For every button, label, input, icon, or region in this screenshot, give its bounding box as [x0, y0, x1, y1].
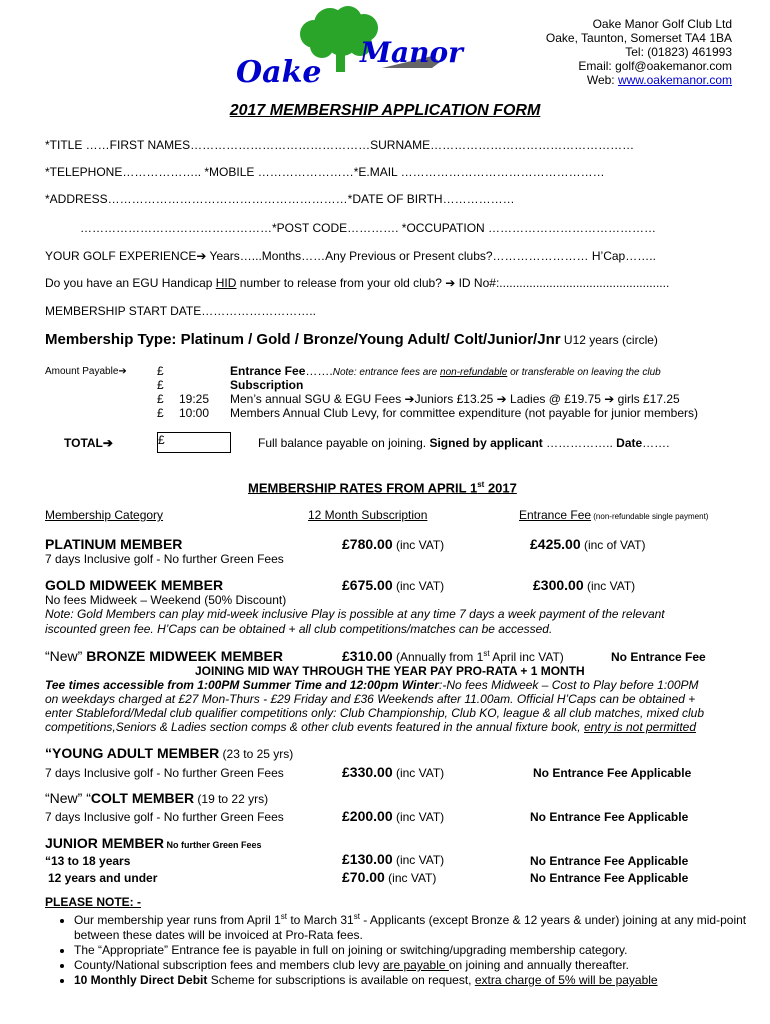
col-subscription: 12 Month Subscription	[308, 508, 428, 522]
bronze-line-3: enter Stableford/Medal club qualifier competitions only: Club Championship, Club KO, league & all club matches, mixed club	[45, 706, 705, 720]
colt-fee: No Entrance Fee Applicable	[530, 810, 689, 824]
contact-fields[interactable]: *TELEPHONE……………….. *MOBILE ……………………*E.MAIL ……………………………………………	[45, 165, 605, 179]
total-label: TOTAL➔	[64, 436, 113, 450]
junior-13-18-price: £130.00 (inc VAT)	[342, 851, 445, 867]
platinum-price: £780.00 (inc VAT)	[342, 536, 445, 552]
website-link[interactable]: www.oakemanor.com	[617, 73, 732, 87]
junior-13-18-label: “13 to 18 years	[45, 854, 131, 868]
note-item: • Our membership year runs from April 1st to March 31st - Applicants (except Bronze & 12 years & under) joining at any mid-point between these dates will be invoiced at Pro-Rata fees.	[74, 909, 770, 943]
note-item: • The “Appropriate” Entrance fee is payable in full on joining or switching/upgrading membership category.	[74, 943, 770, 958]
handicap-id-field[interactable]: Do you have an EGU Handicap HID number to release from your old club? ➔ ID No#:...................................................	[45, 276, 670, 290]
pay-row-4-cur: £	[157, 406, 164, 420]
club-email: Email: golf@oakemanor.com	[578, 59, 732, 73]
pay-row-4-amt: 10:00	[179, 406, 210, 420]
junior-12-under-fee: No Entrance Fee Applicable	[530, 871, 689, 885]
tree-logo-icon	[232, 6, 472, 96]
bronze-line-1: Tee times accessible from 1:00PM Summer Time and 12:00pm Winter:-No fees Midweek – Cost to Play before 1:00PM	[45, 678, 699, 692]
young-adult-desc: 7 days Inclusive golf - No further Green Fees	[45, 766, 284, 780]
note-item: • 10 Monthly Direct Debit Scheme for subscriptions is available on request, extra charge of 5% will be payable	[74, 973, 770, 988]
name-fields[interactable]: *TITLE ……FIRST NAMES………………………………………SURNAME……………………………………………	[45, 138, 635, 152]
pay-row-2-cur: £	[157, 378, 164, 392]
colt-title: “New” “COLT MEMBER (19 to 22 yrs)	[45, 790, 269, 806]
young-adult-fee: No Entrance Fee Applicable	[533, 766, 692, 780]
gold-note-1: Note: Gold Members can play mid-week inclusive Play is possible at any time 7 days a week payment of the relevant	[45, 607, 665, 621]
platinum-fee: £425.00 (inc of VAT)	[530, 536, 646, 552]
gold-note-2: iscounted green fee. H’Caps can be obtained + all club competitions/matches can be accessed.	[45, 622, 553, 636]
platinum-title: PLATINUM MEMBER	[45, 536, 183, 552]
postcode-occupation-fields[interactable]: …………………………………………*POST CODE…………. *OCCUPATION ……………………………………	[80, 221, 657, 235]
pay-row-3-cur: £	[157, 392, 164, 406]
svg-text:Manor: Manor	[360, 36, 463, 69]
colt-desc: 7 days Inclusive golf - No further Green Fees	[45, 810, 284, 824]
membership-type[interactable]: Membership Type: Platinum / Gold / Bronze/Young Adult/ Colt/Junior/Jnr U12 years (circle)	[45, 331, 658, 348]
young-adult-price: £330.00 (inc VAT)	[342, 764, 445, 780]
young-adult-title: “YOUNG ADULT MEMBER (23 to 25 yrs)	[45, 745, 294, 761]
subscription-row: Subscription	[230, 378, 304, 392]
golf-experience-fields[interactable]: YOUR GOLF EXPERIENCE➔ Years…...Months……Any Previous or Present clubs?…………………… H’Cap……..	[45, 249, 656, 263]
club-levy-row: Members Annual Club Levy, for committee expenditure (not payable for junior members)	[230, 406, 698, 420]
notes-list	[40, 909, 770, 988]
col-entrance-fee: Entrance Fee (non-refundable single payment)	[519, 508, 709, 522]
gold-desc: No fees Midweek – Weekend (50% Discount)	[45, 593, 287, 607]
payment-signature-line[interactable]: Full balance payable on joining. Signed by applicant …………….. Date…….	[258, 436, 670, 450]
bronze-subhead: JOINING MID WAY THROUGH THE YEAR PAY PRO-RATA + 1 MONTH	[195, 664, 585, 678]
club-web: Web: www.oakemanor.com	[586, 73, 732, 87]
total-input[interactable]: £	[157, 432, 231, 453]
gold-fee: £300.00 (inc VAT)	[533, 577, 636, 593]
bronze-title: “New” BRONZE MIDWEEK MEMBER	[45, 648, 284, 664]
bronze-fee: No Entrance Fee	[611, 650, 706, 664]
rates-heading: MEMBERSHIP RATES FROM APRIL 1st 2017	[248, 480, 517, 496]
address-fields[interactable]: *ADDRESS……………………………………………………*DATE OF BIRTH………………	[45, 192, 515, 206]
bronze-price: £310.00 (Annually from 1st April inc VAT)	[342, 648, 564, 664]
club-tel: Tel: (01823) 461993	[625, 45, 732, 59]
gold-price: £675.00 (inc VAT)	[342, 577, 445, 593]
junior-13-18-fee: No Entrance Fee Applicable	[530, 854, 689, 868]
notes-heading: PLEASE NOTE: -	[45, 895, 142, 909]
entrance-fee-row: Entrance Fee…….Note: entrance fees are non-refundable or transferable on leaving the club	[230, 364, 661, 378]
pay-row-1-cur: £	[157, 364, 164, 378]
start-date-field[interactable]: MEMBERSHIP START DATE………………………..	[45, 304, 316, 318]
club-address: Oake, Taunton, Somerset TA4 1BA	[545, 31, 732, 45]
junior-12-under-price: £70.00 (inc VAT)	[342, 869, 437, 885]
sgu-egu-fees-row: Men’s annual SGU & EGU Fees ➔Juniors £13.25 ➔ Ladies @ £19.75 ➔ girls £17.25	[230, 392, 680, 406]
bronze-line-4: competitions,Seniors & Ladies section comps & other club events featured in the annual fixture book, entry is not permitted	[45, 720, 697, 734]
junior-title: JUNIOR MEMBER No further Green Fees	[45, 835, 262, 851]
bronze-line-2: on weekdays charged at £27 Mon-Thurs - £29 Friday and £36 Weekends after 11.00am. Official H’Caps can be obtained +	[45, 692, 696, 706]
platinum-desc: 7 days Inclusive golf - No further Green Fees	[45, 552, 284, 566]
club-name: Oake Manor Golf Club Ltd	[592, 17, 732, 31]
col-category: Membership Category	[45, 508, 164, 522]
gold-title: GOLD MIDWEEK MEMBER	[45, 577, 224, 593]
amount-payable-label: Amount Payable➔	[45, 366, 127, 377]
form-title: 2017 MEMBERSHIP APPLICATION FORM	[229, 102, 541, 119]
junior-12-under-label: 12 years and under	[48, 871, 158, 885]
oake-manor-logo	[232, 6, 472, 96]
note-item: • County/National subscription fees and members club levy are payable on joining and annually thereafter.	[74, 958, 770, 973]
svg-text:Oake: Oake	[236, 55, 322, 90]
pay-row-3-amt: 19:25	[179, 392, 210, 406]
colt-price: £200.00 (inc VAT)	[342, 808, 445, 824]
